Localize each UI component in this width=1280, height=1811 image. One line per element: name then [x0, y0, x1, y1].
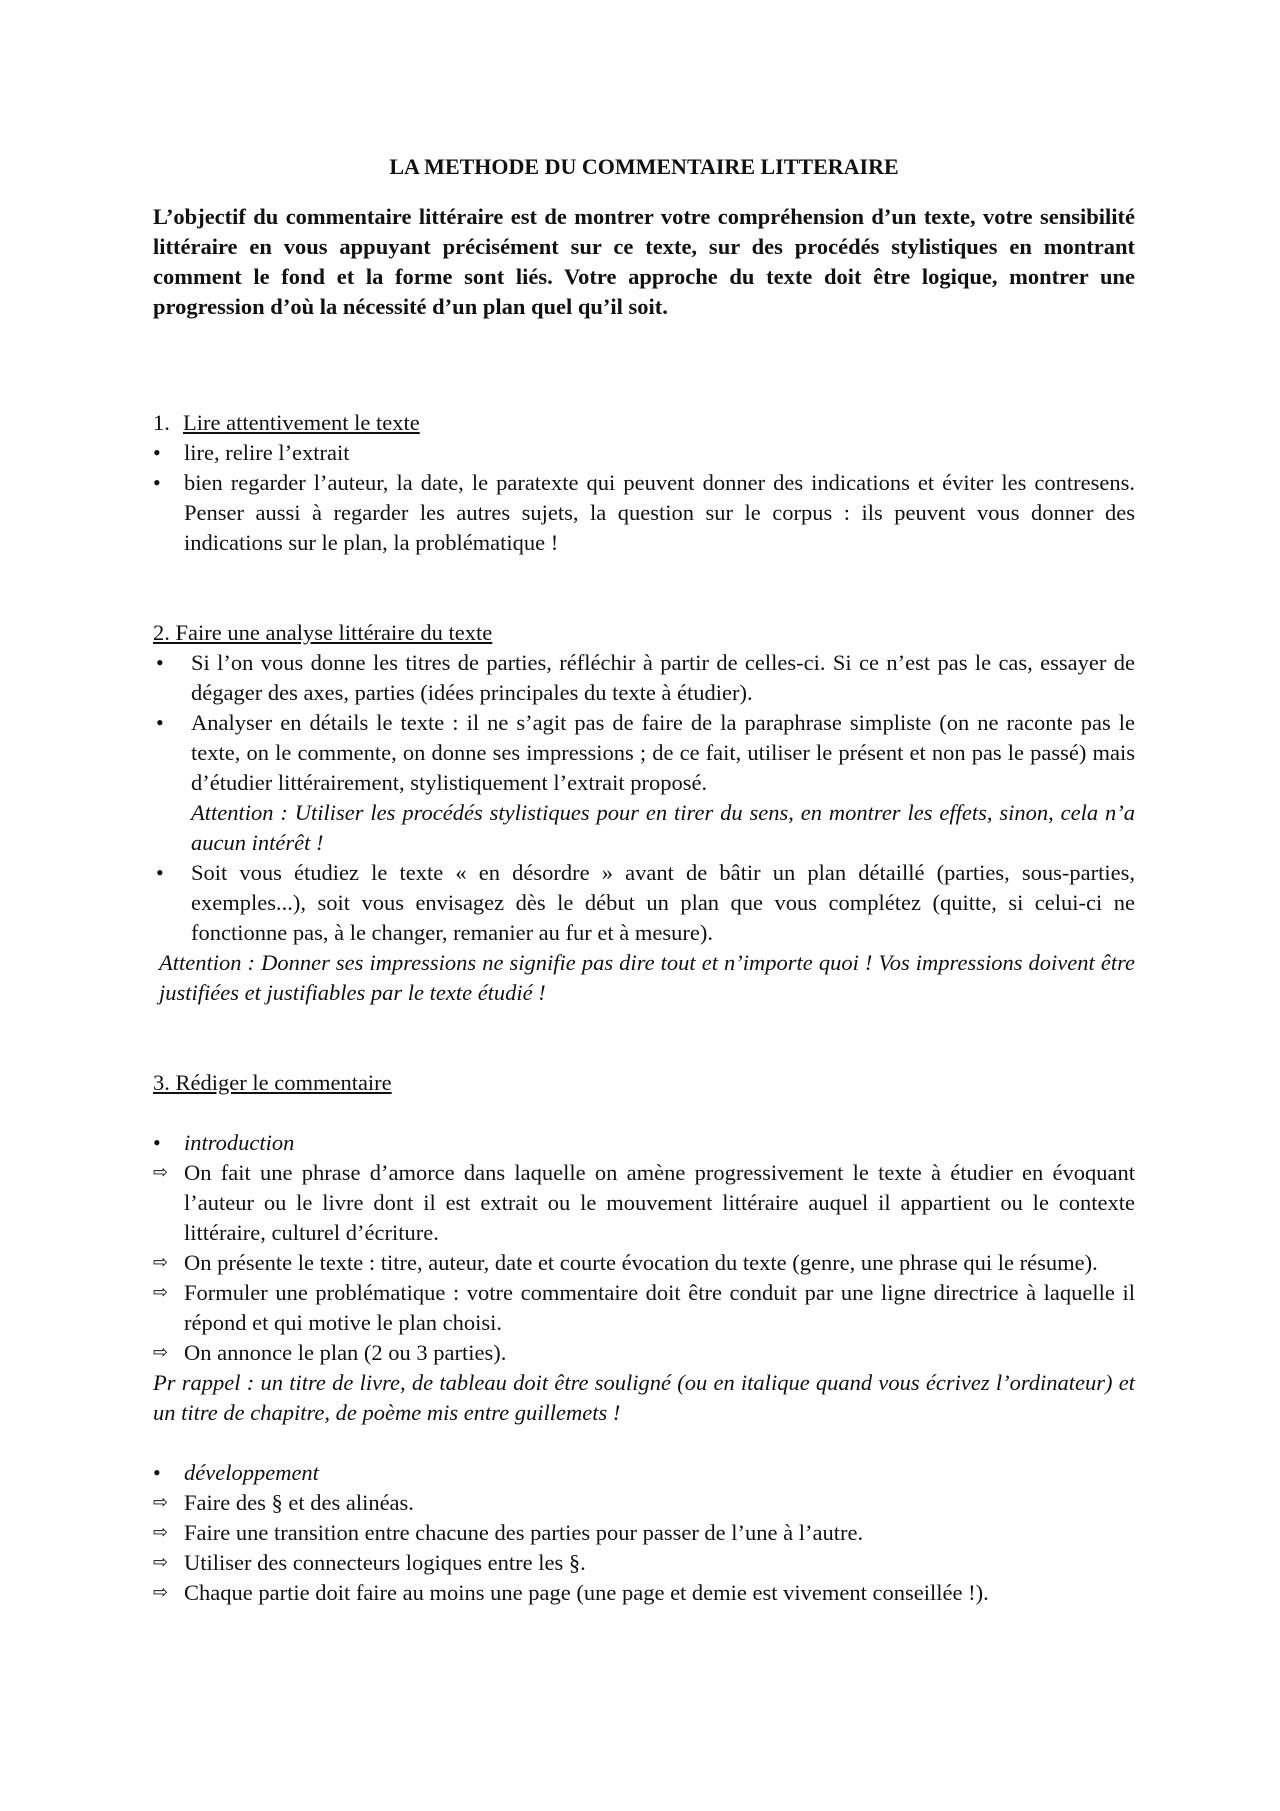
section-1-heading	[153, 408, 1135, 438]
introduction-step: ⇨ On présente le texte : titre, auteur, date et courte évocation du texte (genre, une phrase qui le résume).	[153, 1248, 1135, 1278]
section-1-number: 1.	[153, 410, 170, 435]
introduction-step: ⇨ On fait une phrase d’amorce dans laquelle on amène progressivement le texte à étudier en évoquant l’auteur ou le livre dont il est extrait ou le mouvement littéraire auquel il appartient ou le contexte littéraire, culturel d’écriture.	[153, 1160, 1135, 1245]
arrow-right-icon: ⇨	[153, 1582, 169, 1603]
bullet-icon	[153, 468, 179, 498]
section-3-title: 3. Rédiger le commentaire	[153, 1070, 392, 1095]
bullet-icon	[153, 1458, 179, 1488]
section-1-item: • lire, relire l’extrait	[153, 438, 1135, 468]
arrow-right-icon: ⇨	[153, 1552, 169, 1573]
arrow-right-icon: ⇨	[153, 1492, 169, 1513]
developpement-step: ⇨ Faire des § et des alinéas.	[153, 1488, 1135, 1518]
intro-paragraph: L’objectif du commentaire littéraire est de montrer votre compréhension d’un texte, votre sensibilité littéraire en vous appuyant précisément sur ce texte, sur des procédés stylistiques en montrant comment le fond et la forme sont liés. Votre approche du texte doit être logique, montrer une progression d’où la nécessité d’un plan quel qu’il soit.	[153, 204, 1135, 319]
bullet-icon	[153, 438, 179, 468]
section-2-heading	[153, 618, 1135, 648]
bullet-icon	[153, 1128, 179, 1158]
section-2-attention-note: Attention : Donner ses impressions ne signifie pas dire tout et n’importe quoi ! Vos impressions doivent être justifiées et justifiables par le texte étudié !	[159, 950, 1135, 1005]
developpement-label: • développement	[153, 1458, 1135, 1488]
section-2-item: • Analyser en détails le texte : il ne s’agit pas de faire de la paraphrase simpliste (on ne raconte pas le texte, on le commente, on donne ses impressions ; de ce fait, utiliser le présent et non pas le passé) mais d’étudier littérairement, stylistiquement l’extrait proposé. Attention : Utiliser les procédés stylistiques pour en tirer du sens, en montrer les effets, sinon, cela n’a aucun intérêt !	[153, 708, 1135, 858]
developpement-step: ⇨ Utiliser des connecteurs logiques entre les §.	[153, 1548, 1135, 1578]
section-2-item: • Si l’on vous donne les titres de parties, réfléchir à partir de celles-ci. Si ce n’est pas le cas, essayer de dégager des axes, parties (idées principales du texte à étudier).	[153, 648, 1135, 708]
arrow-right-icon: ⇨	[153, 1282, 169, 1303]
bullet-icon	[156, 858, 182, 888]
arrow-right-icon: ⇨	[153, 1162, 169, 1183]
bullet-icon	[156, 708, 182, 738]
introduction-label: • introduction	[153, 1128, 1135, 1158]
section-1-item: • bien regarder l’auteur, la date, le paratexte qui peuvent donner des indications et éviter les contresens. Penser aussi à regarder les autres sujets, la question sur le corpus : ils peuvent vous donner des indications sur le plan, la problématique !	[153, 468, 1135, 558]
document-title: LA METHODE DU COMMENTAIRE LITTERAIRE	[389, 154, 899, 179]
document-page	[153, 152, 1135, 1608]
introduction-step: ⇨ Formuler une problématique : votre commentaire doit être conduit par une ligne directrice à laquelle il répond et qui motive le plan choisi.	[153, 1280, 1135, 1335]
introduction-step: ⇨ On annonce le plan (2 ou 3 parties).	[153, 1338, 1135, 1368]
bullet-icon	[156, 648, 182, 678]
arrow-right-icon: ⇨	[153, 1342, 169, 1363]
arrow-right-icon: ⇨	[153, 1522, 169, 1543]
rappel-note: Pr rappel : un titre de livre, de tableau doit être souligné (ou en italique quand vous écrivez l’ordinateur) et un titre de chapitre, de poème mis entre guillemets !	[153, 1370, 1135, 1425]
section-3-heading	[153, 1068, 1135, 1098]
developpement-step: ⇨ Chaque partie doit faire au moins une page (une page et demie est vivement conseillée !).	[153, 1578, 1135, 1608]
developpement-step: ⇨ Faire une transition entre chacune des parties pour passer de l’une à l’autre.	[153, 1518, 1135, 1548]
arrow-right-icon: ⇨	[153, 1252, 169, 1273]
section-2-item-note: Attention : Utiliser les procédés stylistiques pour en tirer du sens, en montrer les effets, sinon, cela n’a aucun intérêt !	[191, 800, 1135, 855]
section-2-item: • Soit vous étudiez le texte « en désordre » avant de bâtir un plan détaillé (parties, sous-parties, exemples...), soit vous envisagez dès le début un plan que vous complétez (quitte, si celui-ci ne fonctionne pas, à le changer, remanier au fur et à mesure).	[153, 858, 1135, 948]
section-2-title: 2. Faire une analyse littéraire du texte	[153, 620, 493, 645]
section-1-title: Lire attentivement le texte	[183, 410, 420, 435]
